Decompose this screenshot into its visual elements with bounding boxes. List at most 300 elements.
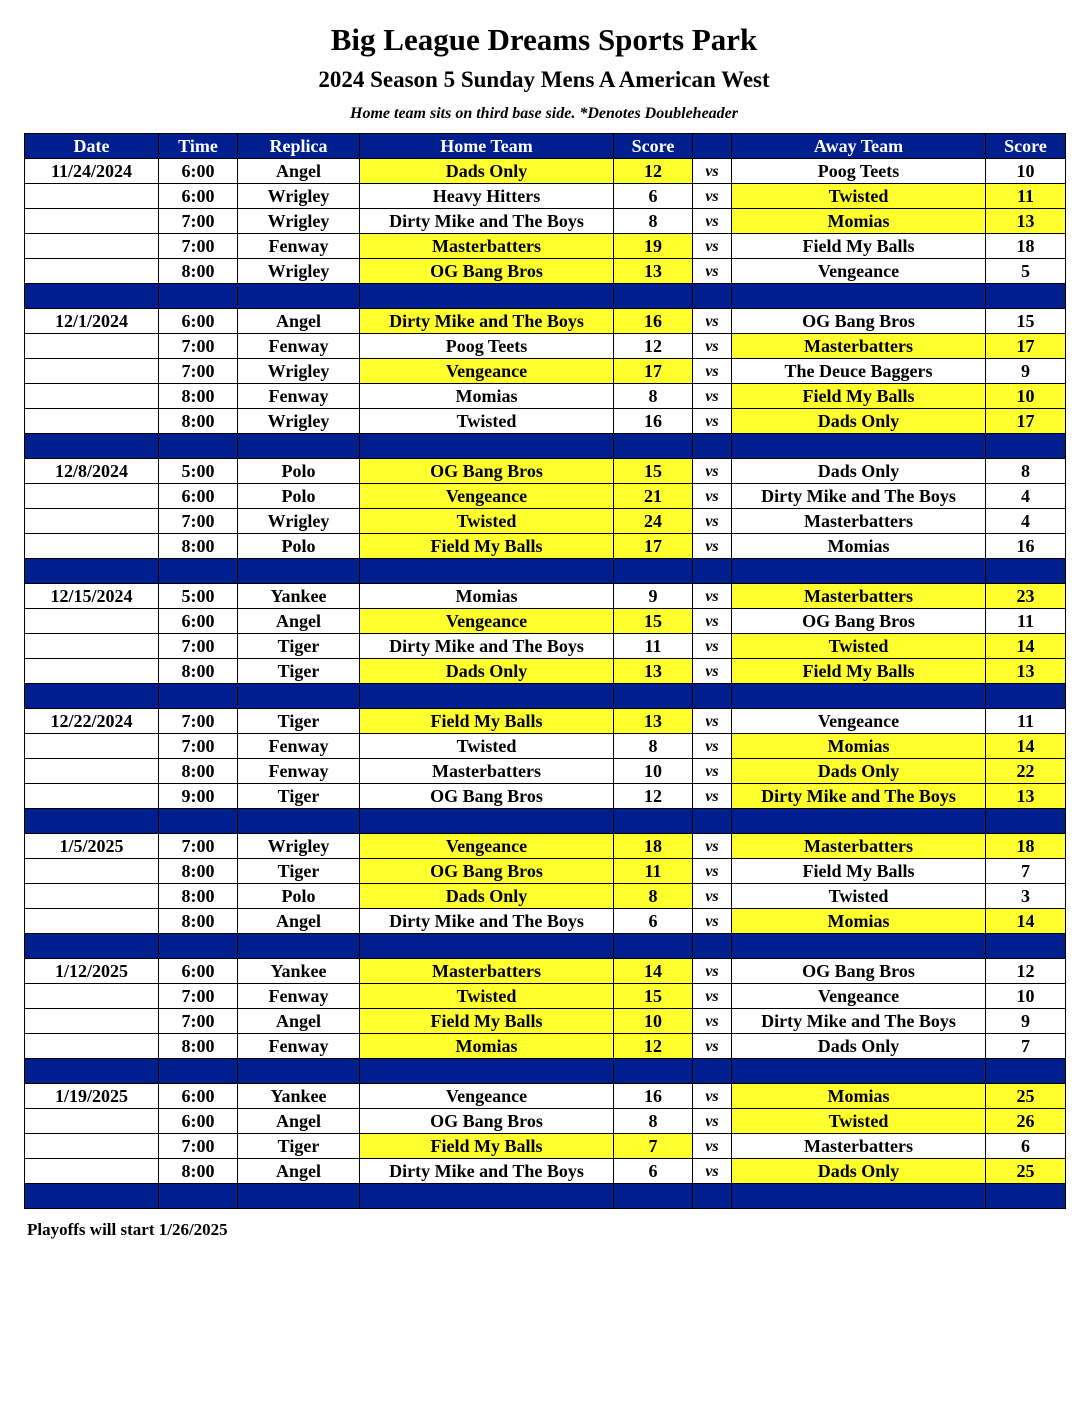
vs-cell: vs	[693, 1084, 732, 1109]
time-cell: 7:00	[159, 709, 238, 734]
home-score-cell: 18	[614, 834, 693, 859]
game-row	[25, 759, 1066, 784]
away-team-cell: Momias	[732, 734, 986, 759]
replica-field-cell: Angel	[238, 1009, 360, 1034]
replica-field-cell: Tiger	[238, 859, 360, 884]
separator-cell	[732, 809, 986, 834]
away-score-cell: 13	[986, 784, 1066, 809]
week-separator-row	[25, 684, 1066, 709]
separator-cell	[732, 434, 986, 459]
replica-field-cell: Tiger	[238, 634, 360, 659]
home-team-cell: Momias	[360, 384, 614, 409]
time-cell: 7:00	[159, 1134, 238, 1159]
away-team-cell: Dads Only	[732, 459, 986, 484]
date-cell	[25, 359, 159, 384]
schedule-body	[25, 159, 1066, 1209]
vs-cell: vs	[693, 734, 732, 759]
home-team-cell: Twisted	[360, 409, 614, 434]
replica-field-cell: Angel	[238, 159, 360, 184]
away-score-cell: 9	[986, 1009, 1066, 1034]
away-team-cell: Field My Balls	[732, 659, 986, 684]
home-team-cell: Dirty Mike and The Boys	[360, 634, 614, 659]
separator-cell	[693, 934, 732, 959]
replica-field-cell: Angel	[238, 909, 360, 934]
away-team-cell: Field My Balls	[732, 859, 986, 884]
time-cell: 7:00	[159, 1009, 238, 1034]
replica-field-cell: Polo	[238, 534, 360, 559]
home-score-cell: 17	[614, 534, 693, 559]
replica-field-cell: Polo	[238, 884, 360, 909]
col-header-home-score: Score	[614, 134, 693, 159]
time-cell: 6:00	[159, 1084, 238, 1109]
home-team-cell: Vengeance	[360, 1084, 614, 1109]
away-team-cell: Vengeance	[732, 709, 986, 734]
home-score-cell: 12	[614, 159, 693, 184]
separator-cell	[614, 809, 693, 834]
home-team-cell: Vengeance	[360, 609, 614, 634]
separator-cell	[986, 684, 1066, 709]
separator-cell	[614, 284, 693, 309]
away-team-cell: Twisted	[732, 884, 986, 909]
separator-cell	[238, 1184, 360, 1209]
home-team-cell: Poog Teets	[360, 334, 614, 359]
separator-cell	[360, 559, 614, 584]
game-row	[25, 234, 1066, 259]
separator-cell	[360, 809, 614, 834]
separator-cell	[732, 559, 986, 584]
away-score-cell: 5	[986, 259, 1066, 284]
home-score-cell: 9	[614, 584, 693, 609]
game-row	[25, 159, 1066, 184]
away-team-cell: Dirty Mike and The Boys	[732, 1009, 986, 1034]
home-score-cell: 19	[614, 234, 693, 259]
game-row	[25, 984, 1066, 1009]
away-score-cell: 4	[986, 509, 1066, 534]
home-score-cell: 13	[614, 659, 693, 684]
away-score-cell: 25	[986, 1084, 1066, 1109]
home-team-cell: Momias	[360, 584, 614, 609]
date-cell	[25, 634, 159, 659]
away-team-cell: Vengeance	[732, 259, 986, 284]
date-cell	[25, 1109, 159, 1134]
away-team-cell: Masterbatters	[732, 334, 986, 359]
vs-cell: vs	[693, 484, 732, 509]
date-cell	[25, 509, 159, 534]
home-team-cell: Twisted	[360, 984, 614, 1009]
away-score-cell: 14	[986, 909, 1066, 934]
replica-field-cell: Angel	[238, 309, 360, 334]
home-team-cell: Masterbatters	[360, 234, 614, 259]
date-cell	[25, 234, 159, 259]
away-team-cell: The Deuce Baggers	[732, 359, 986, 384]
page-subtitle: 2024 Season 5 Sunday Mens A American West	[318, 67, 770, 92]
date-cell	[25, 484, 159, 509]
away-team-cell: Poog Teets	[732, 159, 986, 184]
separator-cell	[986, 1059, 1066, 1084]
separator-cell	[614, 1184, 693, 1209]
vs-cell: vs	[693, 584, 732, 609]
separator-cell	[693, 684, 732, 709]
separator-cell	[732, 284, 986, 309]
separator-cell	[238, 684, 360, 709]
date-cell: 12/22/2024	[25, 709, 159, 734]
time-cell: 8:00	[159, 909, 238, 934]
away-team-cell: Twisted	[732, 1109, 986, 1134]
away-score-cell: 22	[986, 759, 1066, 784]
away-team-cell: Dirty Mike and The Boys	[732, 484, 986, 509]
separator-cell	[693, 559, 732, 584]
time-cell: 8:00	[159, 409, 238, 434]
home-score-cell: 21	[614, 484, 693, 509]
home-score-cell: 11	[614, 859, 693, 884]
home-team-cell: OG Bang Bros	[360, 859, 614, 884]
away-team-cell: Dads Only	[732, 759, 986, 784]
home-score-cell: 7	[614, 1134, 693, 1159]
home-score-cell: 13	[614, 259, 693, 284]
game-row	[25, 184, 1066, 209]
home-team-cell: OG Bang Bros	[360, 1109, 614, 1134]
separator-cell	[693, 1184, 732, 1209]
home-team-cell: OG Bang Bros	[360, 459, 614, 484]
home-score-cell: 10	[614, 759, 693, 784]
date-cell	[25, 259, 159, 284]
home-team-cell: Dads Only	[360, 659, 614, 684]
separator-cell	[159, 559, 238, 584]
home-team-cell: Heavy Hitters	[360, 184, 614, 209]
away-score-cell: 14	[986, 634, 1066, 659]
separator-cell	[25, 434, 159, 459]
separator-cell	[238, 1059, 360, 1084]
vs-cell: vs	[693, 859, 732, 884]
separator-cell	[159, 434, 238, 459]
home-team-cell: Field My Balls	[360, 709, 614, 734]
date-cell	[25, 734, 159, 759]
replica-field-cell: Tiger	[238, 784, 360, 809]
separator-cell	[238, 809, 360, 834]
away-score-cell: 13	[986, 209, 1066, 234]
home-score-cell: 10	[614, 1009, 693, 1034]
game-row	[25, 484, 1066, 509]
vs-cell: vs	[693, 1159, 732, 1184]
separator-cell	[159, 934, 238, 959]
replica-field-cell: Yankee	[238, 584, 360, 609]
home-team-cell: Dirty Mike and The Boys	[360, 909, 614, 934]
home-team-cell: OG Bang Bros	[360, 259, 614, 284]
separator-cell	[238, 434, 360, 459]
vs-cell: vs	[693, 534, 732, 559]
separator-cell	[986, 809, 1066, 834]
away-team-cell: Masterbatters	[732, 1134, 986, 1159]
game-row	[25, 334, 1066, 359]
away-team-cell: OG Bang Bros	[732, 959, 986, 984]
away-team-cell: Dirty Mike and The Boys	[732, 784, 986, 809]
away-score-cell: 15	[986, 309, 1066, 334]
vs-cell: vs	[693, 334, 732, 359]
replica-field-cell: Tiger	[238, 1134, 360, 1159]
replica-field-cell: Polo	[238, 459, 360, 484]
home-team-cell: Dads Only	[360, 884, 614, 909]
separator-cell	[986, 934, 1066, 959]
replica-field-cell: Wrigley	[238, 409, 360, 434]
home-team-cell: Field My Balls	[360, 1009, 614, 1034]
date-cell	[25, 384, 159, 409]
away-team-cell: Masterbatters	[732, 509, 986, 534]
vs-cell: vs	[693, 1109, 732, 1134]
away-team-cell: Field My Balls	[732, 234, 986, 259]
game-row	[25, 634, 1066, 659]
away-team-cell: Dads Only	[732, 1159, 986, 1184]
game-row	[25, 1134, 1066, 1159]
separator-cell	[159, 1059, 238, 1084]
date-cell	[25, 534, 159, 559]
game-row	[25, 359, 1066, 384]
replica-field-cell: Fenway	[238, 334, 360, 359]
vs-cell: vs	[693, 1009, 732, 1034]
date-cell	[25, 909, 159, 934]
vs-cell: vs	[693, 659, 732, 684]
replica-field-cell: Angel	[238, 1159, 360, 1184]
separator-cell	[360, 684, 614, 709]
col-header-away-team: Away Team	[732, 134, 986, 159]
replica-field-cell: Tiger	[238, 659, 360, 684]
away-score-cell: 12	[986, 959, 1066, 984]
away-team-cell: Field My Balls	[732, 384, 986, 409]
date-cell: 1/19/2025	[25, 1084, 159, 1109]
home-score-cell: 17	[614, 359, 693, 384]
vs-cell: vs	[693, 709, 732, 734]
time-cell: 8:00	[159, 659, 238, 684]
separator-cell	[25, 559, 159, 584]
away-score-cell: 10	[986, 984, 1066, 1009]
home-team-cell: Twisted	[360, 734, 614, 759]
replica-field-cell: Angel	[238, 1109, 360, 1134]
home-score-cell: 14	[614, 959, 693, 984]
home-score-cell: 6	[614, 1159, 693, 1184]
separator-cell	[238, 934, 360, 959]
time-cell: 7:00	[159, 209, 238, 234]
home-score-cell: 12	[614, 334, 693, 359]
separator-cell	[360, 434, 614, 459]
home-score-cell: 8	[614, 734, 693, 759]
away-score-cell: 26	[986, 1109, 1066, 1134]
home-team-cell: Vengeance	[360, 834, 614, 859]
separator-cell	[986, 559, 1066, 584]
separator-cell	[614, 934, 693, 959]
away-score-cell: 17	[986, 409, 1066, 434]
home-score-cell: 24	[614, 509, 693, 534]
date-cell	[25, 1159, 159, 1184]
date-cell	[25, 759, 159, 784]
away-team-cell: Masterbatters	[732, 834, 986, 859]
date-cell	[25, 659, 159, 684]
away-team-cell: Momias	[732, 909, 986, 934]
separator-cell	[25, 934, 159, 959]
date-cell: 1/12/2025	[25, 959, 159, 984]
game-row	[25, 509, 1066, 534]
separator-cell	[732, 934, 986, 959]
vs-cell: vs	[693, 759, 732, 784]
vs-cell: vs	[693, 634, 732, 659]
vs-cell: vs	[693, 409, 732, 434]
time-cell: 8:00	[159, 884, 238, 909]
date-cell: 12/8/2024	[25, 459, 159, 484]
time-cell: 7:00	[159, 984, 238, 1009]
date-cell	[25, 1034, 159, 1059]
replica-field-cell: Fenway	[238, 1034, 360, 1059]
schedule-note: Home team sits on third base side. *Denotes Doubleheader	[350, 105, 738, 122]
separator-cell	[238, 559, 360, 584]
separator-cell	[614, 559, 693, 584]
away-score-cell: 3	[986, 884, 1066, 909]
separator-cell	[25, 1059, 159, 1084]
col-header-vs	[693, 134, 732, 159]
date-cell	[25, 784, 159, 809]
home-team-cell: Vengeance	[360, 359, 614, 384]
game-row	[25, 784, 1066, 809]
home-team-cell: Momias	[360, 1034, 614, 1059]
week-separator-row	[25, 559, 1066, 584]
home-score-cell: 12	[614, 784, 693, 809]
game-row	[25, 709, 1066, 734]
schedule-table	[24, 133, 1066, 1209]
away-team-cell: Momias	[732, 1084, 986, 1109]
vs-cell: vs	[693, 184, 732, 209]
game-row	[25, 884, 1066, 909]
replica-field-cell: Angel	[238, 609, 360, 634]
replica-field-cell: Wrigley	[238, 359, 360, 384]
game-row	[25, 259, 1066, 284]
vs-cell: vs	[693, 309, 732, 334]
game-row	[25, 1009, 1066, 1034]
week-separator-row	[25, 434, 1066, 459]
header-row	[25, 134, 1066, 159]
separator-cell	[732, 1059, 986, 1084]
time-cell: 8:00	[159, 1159, 238, 1184]
date-cell	[25, 1134, 159, 1159]
vs-cell: vs	[693, 959, 732, 984]
away-score-cell: 11	[986, 184, 1066, 209]
home-team-cell: Vengeance	[360, 484, 614, 509]
away-score-cell: 10	[986, 159, 1066, 184]
date-cell: 11/24/2024	[25, 159, 159, 184]
time-cell: 8:00	[159, 1034, 238, 1059]
game-row	[25, 659, 1066, 684]
vs-cell: vs	[693, 909, 732, 934]
col-header-date: Date	[25, 134, 159, 159]
date-cell	[25, 984, 159, 1009]
time-cell: 6:00	[159, 159, 238, 184]
away-score-cell: 23	[986, 584, 1066, 609]
separator-cell	[693, 434, 732, 459]
home-score-cell: 12	[614, 1034, 693, 1059]
away-team-cell: OG Bang Bros	[732, 609, 986, 634]
game-row	[25, 309, 1066, 334]
replica-field-cell: Wrigley	[238, 259, 360, 284]
separator-cell	[238, 284, 360, 309]
time-cell: 6:00	[159, 959, 238, 984]
vs-cell: vs	[693, 609, 732, 634]
vs-cell: vs	[693, 884, 732, 909]
away-team-cell: Dads Only	[732, 1034, 986, 1059]
game-row	[25, 459, 1066, 484]
game-row	[25, 834, 1066, 859]
separator-cell	[25, 1184, 159, 1209]
col-header-replica: Replica	[238, 134, 360, 159]
time-cell: 6:00	[159, 484, 238, 509]
replica-field-cell: Wrigley	[238, 509, 360, 534]
home-score-cell: 6	[614, 909, 693, 934]
home-score-cell: 15	[614, 609, 693, 634]
time-cell: 8:00	[159, 534, 238, 559]
time-cell: 7:00	[159, 834, 238, 859]
game-row	[25, 1034, 1066, 1059]
home-team-cell: OG Bang Bros	[360, 784, 614, 809]
away-score-cell: 11	[986, 709, 1066, 734]
time-cell: 8:00	[159, 384, 238, 409]
time-cell: 7:00	[159, 509, 238, 534]
separator-cell	[360, 284, 614, 309]
time-cell: 7:00	[159, 234, 238, 259]
home-score-cell: 8	[614, 884, 693, 909]
away-team-cell: Momias	[732, 209, 986, 234]
separator-cell	[360, 1184, 614, 1209]
game-row	[25, 1159, 1066, 1184]
game-row	[25, 384, 1066, 409]
separator-cell	[360, 1059, 614, 1084]
col-header-time: Time	[159, 134, 238, 159]
away-team-cell: OG Bang Bros	[732, 309, 986, 334]
away-team-cell: Vengeance	[732, 984, 986, 1009]
away-score-cell: 4	[986, 484, 1066, 509]
separator-cell	[693, 809, 732, 834]
away-team-cell: Momias	[732, 534, 986, 559]
replica-field-cell: Fenway	[238, 759, 360, 784]
date-cell	[25, 884, 159, 909]
time-cell: 6:00	[159, 1109, 238, 1134]
vs-cell: vs	[693, 1134, 732, 1159]
game-row	[25, 534, 1066, 559]
replica-field-cell: Polo	[238, 484, 360, 509]
game-row	[25, 734, 1066, 759]
home-score-cell: 15	[614, 459, 693, 484]
date-cell: 1/5/2025	[25, 834, 159, 859]
date-cell	[25, 859, 159, 884]
away-score-cell: 9	[986, 359, 1066, 384]
away-score-cell: 10	[986, 384, 1066, 409]
game-row	[25, 1084, 1066, 1109]
separator-cell	[159, 1184, 238, 1209]
replica-field-cell: Fenway	[238, 234, 360, 259]
vs-cell: vs	[693, 984, 732, 1009]
separator-cell	[986, 284, 1066, 309]
separator-cell	[614, 434, 693, 459]
vs-cell: vs	[693, 1034, 732, 1059]
week-separator-row	[25, 1059, 1066, 1084]
away-score-cell: 18	[986, 834, 1066, 859]
date-cell	[25, 209, 159, 234]
home-score-cell: 8	[614, 209, 693, 234]
time-cell: 7:00	[159, 634, 238, 659]
time-cell: 7:00	[159, 334, 238, 359]
home-team-cell: Masterbatters	[360, 959, 614, 984]
vs-cell: vs	[693, 784, 732, 809]
separator-cell	[25, 809, 159, 834]
page-title: Big League Dreams Sports Park	[330, 22, 758, 57]
replica-field-cell: Yankee	[238, 1084, 360, 1109]
game-row	[25, 1109, 1066, 1134]
vs-cell: vs	[693, 834, 732, 859]
away-score-cell: 13	[986, 659, 1066, 684]
